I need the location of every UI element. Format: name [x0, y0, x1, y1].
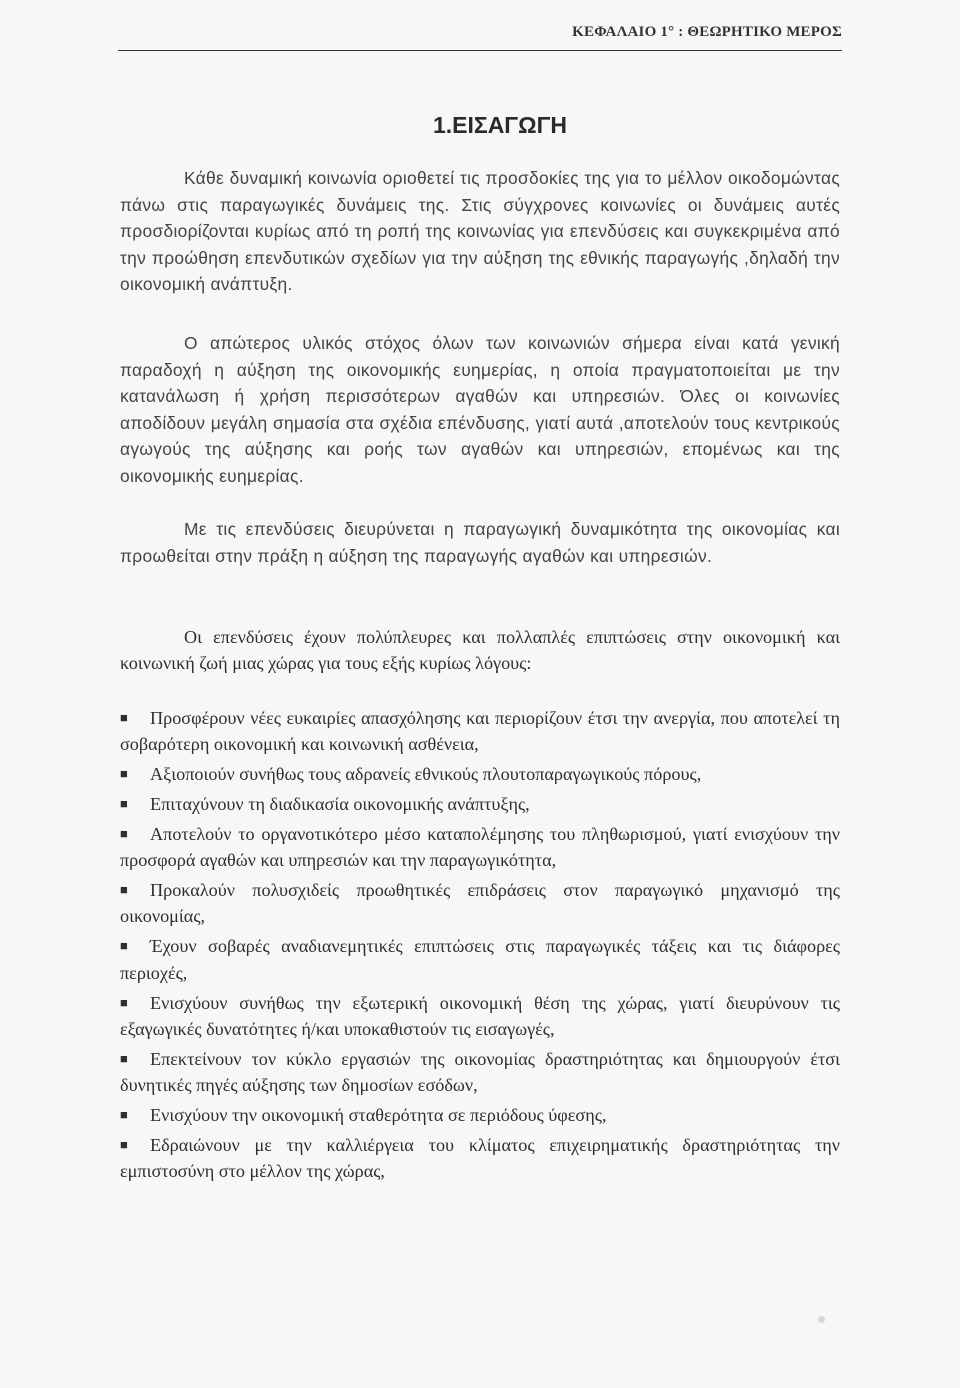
- paragraph-investments: [120, 516, 840, 569]
- bullet-icon: ■: [120, 994, 128, 1010]
- paragraph-reasons: [120, 624, 840, 677]
- list-item: [120, 1132, 840, 1185]
- paragraph: Με τις επενδύσεις διευρύνεται η παραγωγική δυναμικότητα της οικονομίας και προωθείται στην πράξη η αύξηση της παραγωγής αγαθών και υπηρεσιών.: [120, 519, 840, 566]
- list-item-text: Αποτελούν το οργανοτικότερο μέσο καταπολέμησης του πληθωρισμού, γιατί ενισχύουν την προσφορά αγαθών και υπηρεσιών και την παραγωγικότητα,: [120, 823, 840, 871]
- bullet-icon: ■: [120, 796, 128, 812]
- list-item-text: Αξιοποιούν συνήθως τους αδρανείς εθνικούς πλουτοπαραγωγικούς πόρους,: [150, 764, 702, 785]
- paragraph: Κάθε δυναμική κοινωνία οριοθετεί τις προσδοκίες της για το μέλλον οικοδομώντας πάνω στις παραγωγικές δυνάμεις της. Στις σύγχρονες κοινωνίες οι δυνάμεις αυτές προσδιορίζονται κυρίως από τη ροπή της κοινωνίας για επενδύσεις και συγκεκριμένα από την προώθηση επενδυτικών σχεδίων για την αύξηση της εθνικής παραγωγής ,δηλαδή την οικονομική ανάπτυξη.: [120, 168, 840, 294]
- bullet-icon: ■: [120, 882, 128, 898]
- list-item-text: Προσφέρουν νέες ευκαιρίες απασχόλησης και περιορίζουν έτσι την ανεργία, που αποτελεί τη σοβαρότερη οικονομική και κοινωνική ασθένεια,: [120, 708, 840, 755]
- list-item-text: Επιταχύνουν τη διαδικασία οικονομικής ανάπτυξης,: [150, 794, 530, 815]
- list-item: [120, 877, 840, 930]
- list-item: [120, 933, 840, 986]
- bullet-icon: ■: [120, 1106, 128, 1122]
- bullet-list: [120, 705, 840, 1188]
- list-item: [120, 821, 840, 874]
- list-item: [120, 761, 840, 787]
- list-item-text: Έχουν σοβαρές αναδιανεμητικές επιπτώσεις στις παραγωγικές τάξεις και τις διάφορες περιοχές,: [120, 936, 840, 983]
- list-item-text: Ενισχύουν την οικονομική σταθερότητα σε περιόδους ύφεσης,: [150, 1104, 607, 1125]
- scan-speck-mark: [818, 1316, 825, 1323]
- header-rule: [118, 50, 842, 51]
- bullet-icon: ■: [120, 766, 128, 782]
- paragraph-intro: [120, 165, 840, 298]
- list-item: [120, 705, 840, 758]
- list-item-text: Προκαλούν πολυσχιδείς προωθητικές επιδράσεις στον παραγωγικό μηχανισμό της οικονομίας,: [120, 880, 840, 927]
- list-item: [120, 1046, 840, 1099]
- running-header: ΚΕΦΑΛΑΙΟ 1° : ΘΕΩΡΗΤΙΚΟ ΜΕΡΟΣ: [572, 24, 842, 40]
- bullet-icon: ■: [120, 825, 128, 841]
- paragraph: Ο απώτερος υλικός στόχος όλων των κοινωνιών σήμερα είναι κατά γενική παραδοχή η αύξηση της οικονομικής ευημερίας, η οποία πραγματοποιείται με την κατανάλωση ή χρήση περισσότερων αγαθών και υπηρεσιών. Όλες οι κοινωνίες αποδίδουν μεγάλη σημασία στα σχέδια επένδυσης, γιατί αυτά ,αποτελούν τους κεντρικούς αγωγούς της αύξησης και ροής των αγαθών και υπηρεσιών, επομένως και της οικονομικής ευημερίας.: [120, 333, 840, 486]
- list-item-text: Ενισχύουν συνήθως την εξωτερική οικονομική θέση της χώρας, γιατί διευρύνουν τις εξαγωγικές δυνατότητες ή/και υποκαθιστούν τις εισαγωγές,: [120, 992, 840, 1039]
- bullet-icon: ■: [120, 1050, 128, 1066]
- bullet-icon: ■: [120, 1136, 128, 1152]
- list-item-text: Εδραιώνουν με την καλλιέργεια του κλίματος επιχειρηματικής δραστηριότητας την εμπιστοσύνη στο μέλλον της χώρας,: [120, 1134, 840, 1182]
- paragraph: Οι επενδύσεις έχουν πολύπλευρες και πολλαπλές επιπτώσεις στην οικονομική και κοινωνική ζωή μιας χώρας για τους εξής κυρίως λόγους:: [120, 627, 840, 674]
- list-item-text: Επεκτείνουν τον κύκλο εργασιών της οικονομίας δραστηριότητας και δημιουργούν έτσι δυνητικές πηγές αύξησης των δημοσίων εσόδων,: [120, 1048, 840, 1096]
- list-item: [120, 791, 840, 817]
- bullet-icon: ■: [120, 710, 128, 725]
- bullet-icon: ■: [120, 938, 128, 954]
- paragraph-goal: [120, 330, 840, 489]
- list-item: [120, 990, 840, 1043]
- list-item: [120, 1102, 840, 1128]
- chapter-title: 1.ΕΙΣΑΓΩΓΗ: [432, 112, 568, 138]
